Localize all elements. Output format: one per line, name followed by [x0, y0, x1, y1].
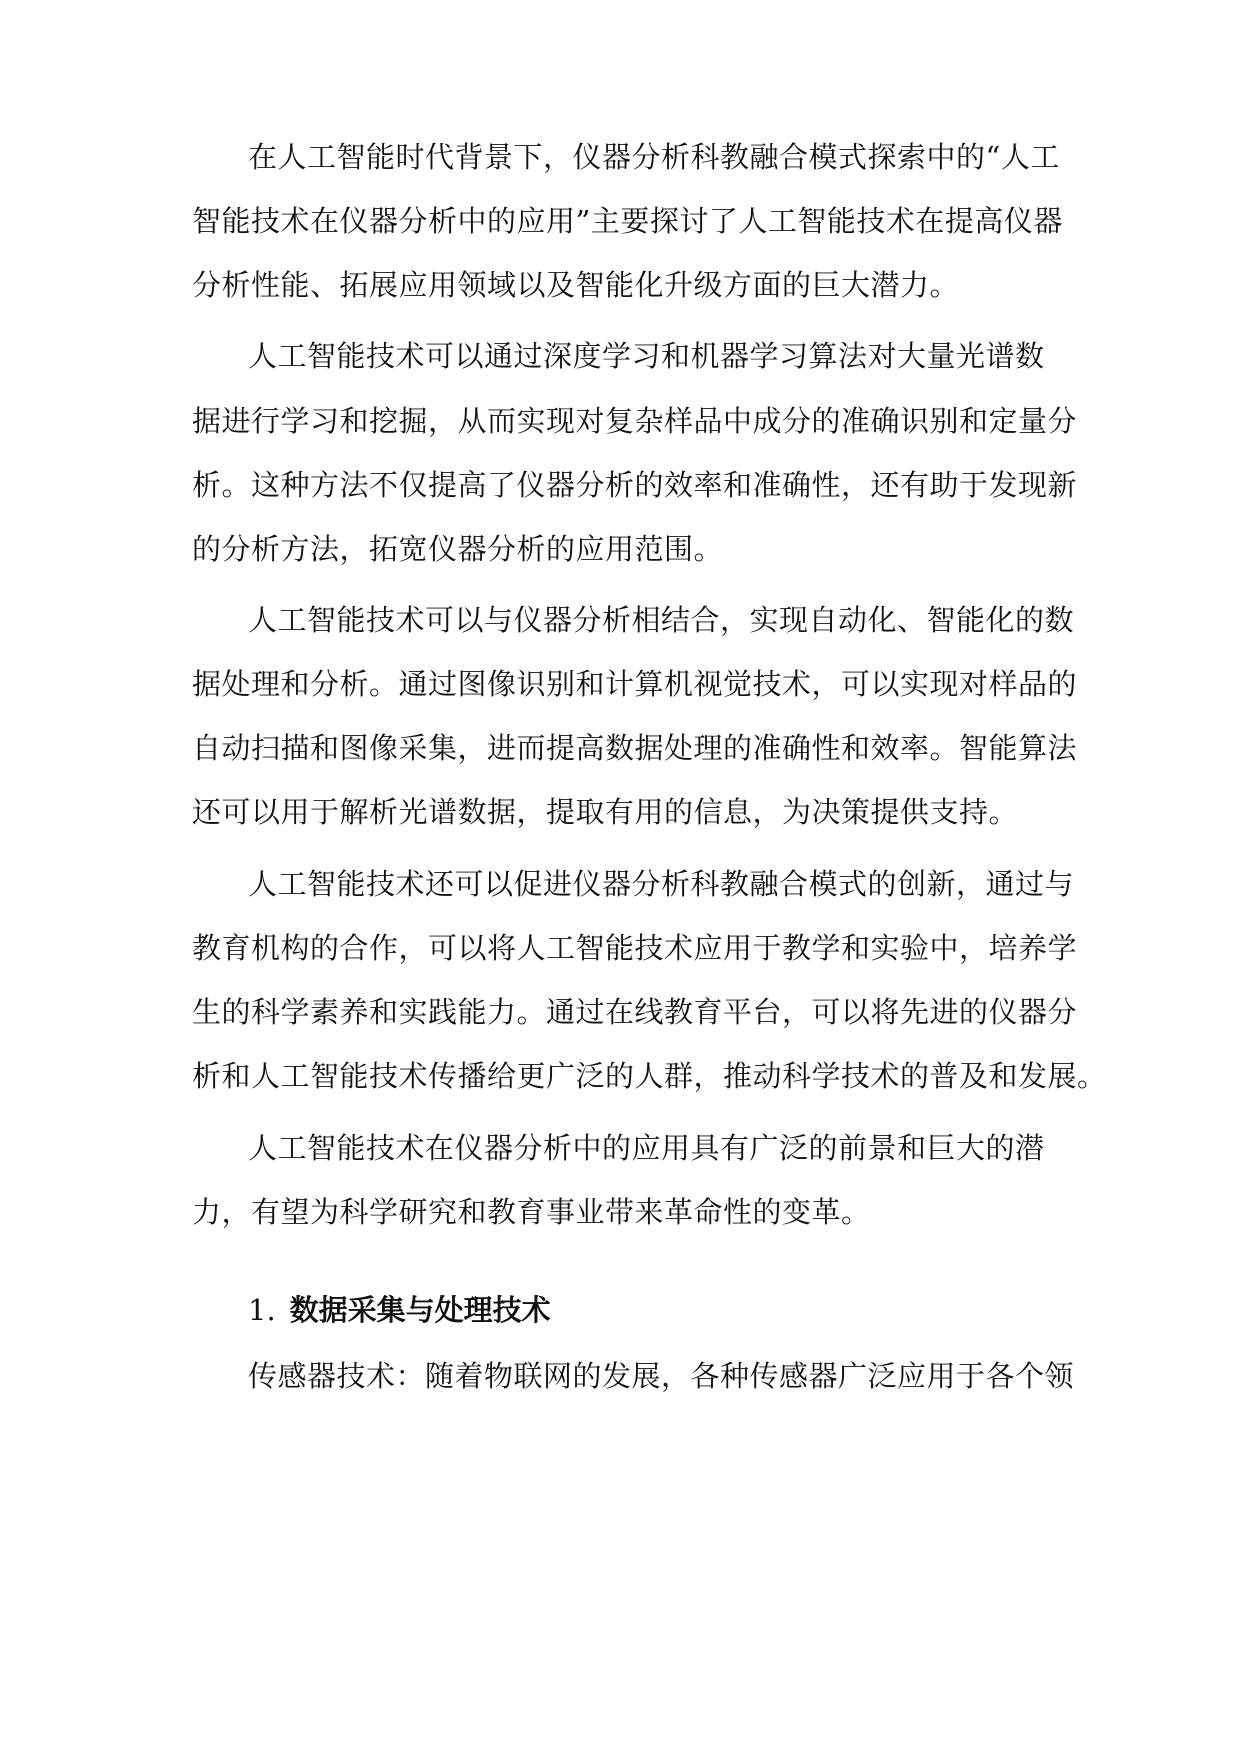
paragraph-5-line-1: 人工智能技术在仪器分析中的应用具有广泛的前景和巨大的潜: [248, 1131, 1045, 1165]
paragraph-1-line-3: 分析性能、拓展应用领域以及智能化升级方面的巨大潜力。: [192, 268, 960, 302]
paragraph-4-line-4: 析和人工智能技术传播给更广泛的人群，推动科学技术的普及和发展。: [192, 1059, 1107, 1093]
section-heading-number: 1.: [248, 1293, 276, 1327]
paragraph-2-line-4: 的分析方法，拓宽仪器分析的应用范围。: [192, 532, 724, 566]
paragraph-4-line-3: 生的科学素养和实践能力。通过在线教育平台，可以将先进的仪器分: [192, 995, 1078, 1029]
paragraph-4-line-2: 教育机构的合作，可以将人工智能技术应用于教学和实验中，培养学: [192, 931, 1078, 965]
paragraph-2-line-2: 据进行学习和挖掘，从而实现对复杂样品中成分的准确识别和定量分: [192, 404, 1078, 438]
paragraph-2-line-3: 析。这种方法不仅提高了仪器分析的效率和准确性，还有助于发现新: [192, 468, 1078, 502]
section-heading: [248, 1290, 551, 1330]
paragraph-3-line-3: 自动扫描和图像采集，进而提高数据处理的准确性和效率。智能算法: [192, 731, 1078, 765]
paragraph-2-line-1: 人工智能技术可以通过深度学习和机器学习算法对大量光谱数: [248, 339, 1045, 373]
paragraph-1-line-1: 在人工智能时代背景下，仪器分析科教融合模式探索中的“人工: [248, 140, 1060, 174]
paragraph-3-line-4: 还可以用于解析光谱数据，提取有用的信息，为决策提供支持。: [192, 795, 1019, 829]
paragraph-3-line-2: 据处理和分析。通过图像识别和计算机视觉技术，可以实现对样品的: [192, 667, 1078, 701]
paragraph-4-line-1: 人工智能技术还可以促进仪器分析科教融合模式的创新，通过与: [248, 867, 1075, 901]
section-heading-title: 数据采集与处理技术: [289, 1293, 551, 1327]
paragraph-1-line-2: 智能技术在仪器分析中的应用”主要探讨了人工智能技术在提高仪器: [192, 204, 1063, 238]
paragraph-6-line-1: 传感器技术：随着物联网的发展，各种传感器广泛应用于各个领: [248, 1359, 1075, 1393]
paragraph-5-line-2: 力，有望为科学研究和教育事业带来革命性的变革。: [192, 1195, 871, 1229]
paragraph-3-line-1: 人工智能技术可以与仪器分析相结合，实现自动化、智能化的数: [248, 603, 1075, 637]
